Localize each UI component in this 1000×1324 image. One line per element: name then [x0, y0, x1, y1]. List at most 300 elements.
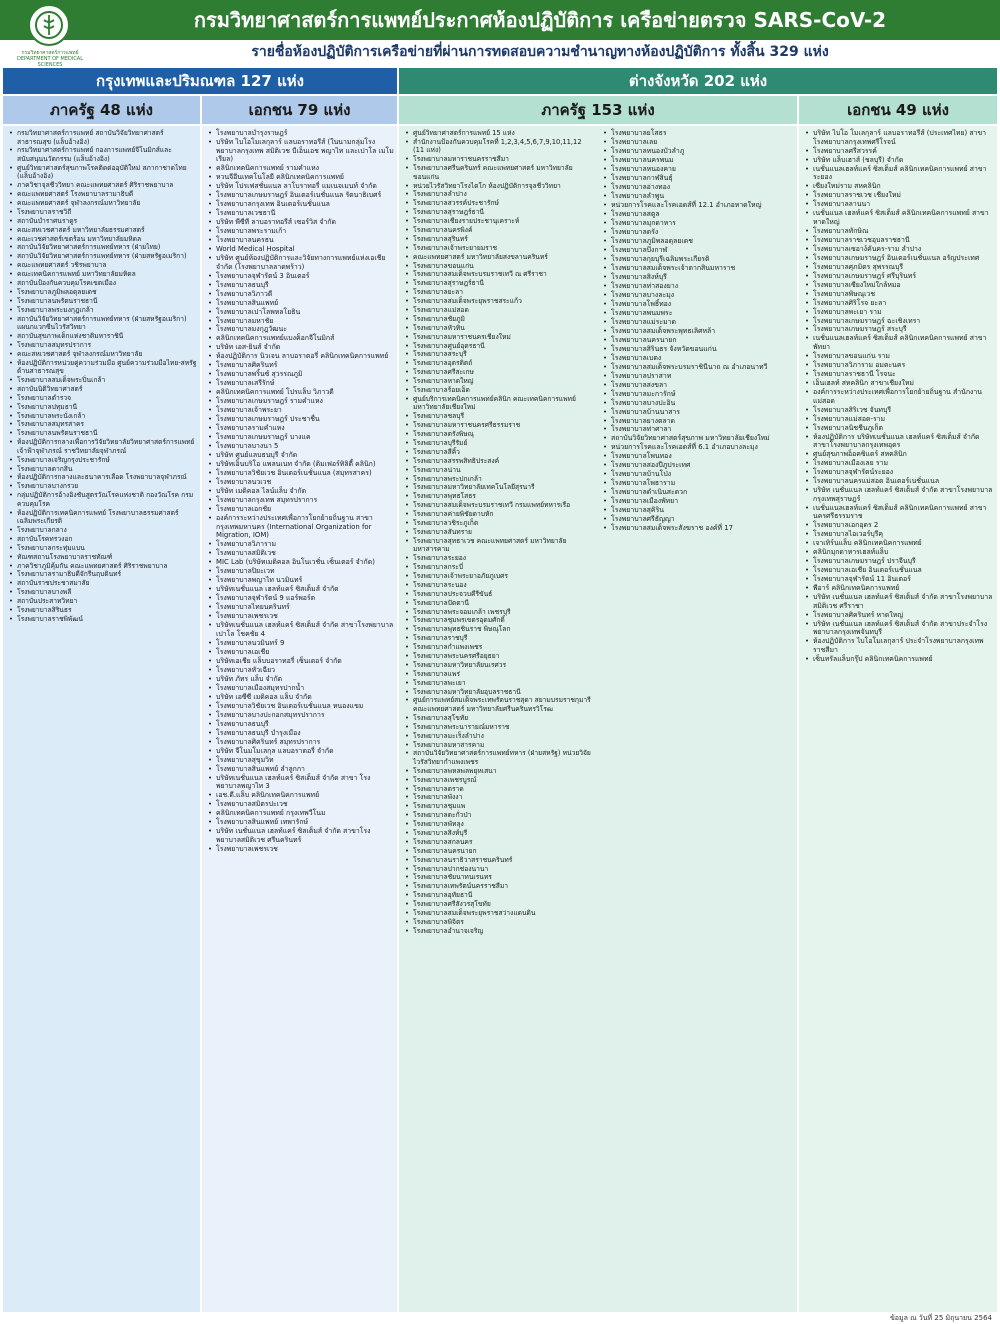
lab-list-item: • โรงพยาบาลเกษมราษฎร์ อินเตอร์เนชั่นแนล อรัญประเทศ [805, 254, 994, 263]
lab-list-item: • บริษัท โปรเฟสชั่นแนล ลาโบราทอรี่ แมเนจเมนท์ จำกัด [208, 182, 394, 191]
lab-list-item: • ภาควิชาภูมิคุ้มกัน คณะแพทยศาสตร์ ศิริราชพยาบาล [9, 562, 197, 571]
section-bkk-private: เอกชน 79 แห่ง [202, 96, 397, 124]
lab-list-item: • โรงพยาบาลมหาราชนครศรีธรรมราช [405, 421, 594, 430]
lab-list-item: • โรงพยาบาลศรีสังวรสุโขทัย [405, 900, 594, 909]
lab-list-item: • โรงพยาบาลวชิระภูเก็ต [405, 519, 594, 528]
lab-list-item: • โรงพยาบาลพนมพระ [603, 309, 794, 318]
lab-list-item: • บริษัทเนชั่นแนล เฮลท์แคร์ ซิสเต็มส์ จำกัด [208, 585, 394, 594]
lab-list-item: • เซ็นทรัลแล็บกรุ๊ป คลินิกเทคนิคการแพทย์ [805, 655, 994, 664]
lab-list-item: • กรมวิทยาศาสตร์การแพทย์ สถาบันวิจัยวิทยาศาสตร์สาธารณสุข (แล็บอ้างอิง) [9, 129, 197, 146]
lab-list-item: • โรงพยาบาลกระทุ่มแบน [9, 544, 197, 553]
lab-list-item: • คณะสหเวชศาสตร์ จุฬาลงกรณ์มหาวิทยาลัย [9, 350, 197, 359]
lab-list-item: • โรงพยาบาลแม่ระมาด [603, 318, 794, 327]
lab-list-item: • โรงพยาบาลศุภมิตร สุพรรณบุรี [805, 263, 994, 272]
lab-list-item: • โรงพยาบาลสมเด็จพระเจ้าตากสินมหาราช [603, 264, 794, 273]
lab-list-item: • โรงพยาบาลเวชธานี [208, 209, 394, 218]
lab-list-item: • บริษัทเอเชีย แล็บบอราทอรี่ เซ็นเตอร์ จำกัด [208, 657, 394, 666]
lab-list-item: • โรงพยาบาลปากช่องนานา [405, 865, 594, 874]
lab-list-item: • โรงพยาบาลเมืองสมุทรปากน้ำ [208, 684, 394, 693]
lab-list-item: • เจาเทิร์นแล็บ คลินิกเทคนิคการแพทย์ [805, 539, 994, 548]
lab-list-item: • สถาบันบำราศนราดูร [9, 217, 197, 226]
lab-list-item: • โรงพยาบาลอุตรดิตถ์ [405, 359, 594, 368]
lab-list-item: • โรงพยาบาลสงขลา [603, 381, 794, 390]
lab-list-item: • สถาบันประสาทวิทยา [9, 597, 197, 606]
lab-list-item: • โรงพยาบาลพิจิตร [405, 918, 594, 927]
lab-list-item: • โรงพยาบาลโพธิ์ทอง [603, 300, 794, 309]
lab-list-item: • โรงพยาบาลเพชรเวช [208, 845, 394, 854]
lab-list-item: • โรงพยาบาลหาดใหญ่ [405, 377, 594, 386]
lab-list-item: • กลุ่มปฏิบัติการอ้างอิงชันสูตรวัณโรคแห่งชาติ กองวัณโรค กรมควบคุมโรค [9, 491, 197, 508]
lab-list-item: • โรงพยาบาลชุมพรเขตรอุดมศักดิ์ [405, 616, 594, 625]
lab-list-item: • เอช.ดี.แล็บ คลินิกเทคนิคการแพทย์ [208, 791, 394, 800]
lab-list-item: • โรงพยาบาลสมิติเวช [208, 549, 394, 558]
lab-list-item: • โรงพยาบาลสิงห์บุรี [405, 829, 594, 838]
lab-list-item: • โรงพยาบาลบ้านนาสาร [603, 408, 794, 417]
lab-list-item: • โรงพยาบาลราชบุรี [405, 634, 594, 643]
lab-list-item: • คณะเทคนิคการแพทย์ มหาวิทยาลัยมหิดล [9, 270, 197, 279]
lab-list-item: • เซียงใหม่ราม สหคลินิก [805, 182, 994, 191]
lab-list-item: • โรงพยาบาลพระนารายณ์มหาราช [405, 723, 594, 732]
lab-list-item: • โรงพยาบาลจุฬารัตน์ 9 แอร์พอร์ต [208, 594, 394, 603]
lab-list-item: • บริษัท เมดิคอล ไลน์แล็บ จำกัด [208, 487, 394, 496]
prov-private-column [799, 126, 997, 1312]
lab-list-item: • โรงพยาบาลบางกรวย [9, 482, 197, 491]
lab-list-item: • โรงพยาบาลมะการักษ์ [603, 390, 794, 399]
lab-list-item: • โรงพยาบาลตำรวจ [9, 394, 197, 403]
lab-list-item: • สถาบันนิติวิทยาศาสตร์ [9, 385, 197, 394]
lab-list-item: • โรงพยาบาลนครแม่สอด อินเตอร์เนชั่นแนล [805, 477, 994, 486]
lab-list-item: • โรงพยาบาลอุทัยธานี [405, 891, 594, 900]
lab-list-item: • โรงพยาบาลสิงห์บุรี [603, 273, 794, 282]
lab-list-item: • โรงพยาบาลลำพูน [603, 192, 794, 201]
lab-list-item: • โรงพยาบาลนพรัตนราชธานี [9, 297, 197, 306]
section-bkk-public: ภาครัฐ 48 แห่ง [3, 96, 200, 124]
lab-list-item: • บริษัท เอส-ยินส์ จำกัด [208, 343, 394, 352]
lab-list-item: • คณะแพทยศาสตร์ จุฬาลงกรณ์มหาวิทยาลัย [9, 199, 197, 208]
lab-list-item: • โรงพยาบาลเจ้าพระยา [208, 406, 394, 415]
lab-list-item: • บริษัท ไบโอโมเลกุลาร์ แลบอราทอรีส์ (ในนามกลุ่มโรงพยาบาลกรุงเทพ สมิติเวช บีเอ็นเอช พญาไท และเปาโล เมโมเรียล) [208, 138, 394, 164]
lab-list-item: • สถาบันสุขภาพเด็กแห่งชาติมหาราชินี [9, 332, 197, 341]
lab-list-item: • บริษัท ภัทร แล็บ จำกัด [208, 675, 394, 684]
lab-list-item: • โรงพยาบาลราชวิถี [9, 208, 197, 217]
lab-list-item: • ห้องปฏิบัติการหน่วยคู่ความร่วมมือ ศูนย์ความร่วมมือไทย-สหรัฐ ด้านสาธารณสุข [9, 359, 197, 376]
lab-list-item: • หน่วยการโรคและโรคเอดส์ที่ 6.1 อำเภอบางละมุง [603, 443, 794, 452]
lab-list-item: • โรงพยาบาลมะเร็งลำปาง [405, 732, 594, 741]
lab-list-item: • โรงพยาบาลสมเด็จพระปิ่นเกล้า [9, 376, 197, 385]
section-prov-private: เอกชน 49 แห่ง [799, 96, 997, 124]
lab-list-item: • โรงพยาบาลเกษมราษฎร์ บางแค [208, 433, 394, 442]
bkk-public-column [3, 126, 200, 1312]
lab-list-item: • โรงพยาบาลธนบุรี บำรุงเมือง [208, 729, 394, 738]
lab-list-item: • คลินิกเทคนิคการแพทย์ รามคำแหง [208, 164, 394, 173]
lab-list-item: • โรงพยาบาลยะลา [405, 288, 594, 297]
lab-list-item: • โรงพยาบาลเพชรเวช [208, 612, 394, 621]
lab-list-item: • โรงพยาบาลสินแพทย์ ลำลูกกา [208, 765, 394, 774]
header-bar [0, 0, 1000, 40]
lab-list-item: • โรงพยาบาลระนอง [405, 581, 594, 590]
lab-list-item: • โรงพยาบาลพระปกเกล้า [405, 475, 594, 484]
lab-list-item: • โรงพยาบาลน่าน [405, 466, 594, 475]
lab-list-item: • บริษัทเอ็นบริโอ แพลนเนท จำกัด (ดิมเฟอร์ทิลิตี้ คลินิก) [208, 460, 394, 469]
lab-list-item: • โรงพยาบาลเกษมราษฎร์ ศรีบุรินทร์ [805, 272, 994, 281]
lab-list-item: • โรงพยาบาลมหาราชนครเชียงใหม่ [405, 333, 594, 342]
lab-list-item: • โรงพยาบาลดำเนินสะดวก [603, 488, 794, 497]
page-title: กรมวิทยาศาสตร์การแพทย์ประกาศห้องปฏิบัติการ เครือข่ายตรวจ SARS-CoV-2 [193, 8, 887, 32]
lab-list-item: • โรงพยาบาลเจริญกรุงประชารักษ์ [9, 456, 197, 465]
lab-list-item: • ทัณฑสถานโรงพยาบาลราชทัณฑ์ [9, 553, 197, 562]
lab-list-item: • โรงพยาบาลหัวหิน [405, 324, 594, 333]
lab-list-item: • โรงพยาบาลสมเด็จพระสังฆราช องค์ที่ 17 [603, 524, 794, 533]
lab-list-item: • โรงพยาบาลศรีสวรรค์ [805, 147, 994, 156]
lab-list-item: • โรงพยาบาลพระมงกุฎเกล้า [9, 306, 197, 315]
lab-list-item: • โรงพยาบาลประจวบคีรีขันธ์ [405, 590, 594, 599]
page-subtitle: รายชื่อห้องปฏิบัติการเครือข่ายที่ผ่านการทดสอบความชำนาญทางห้องปฏิบัติการ ทั้งสิ้น 329 แห่ง [251, 44, 829, 60]
lab-list-item: • โรงพยาบาลไทยนครินทร์ [208, 603, 394, 612]
lab-list-item: • โรงพยาบาลสิรินธร จังหวัดขอนแก่น [603, 345, 794, 354]
lab-list-item: • เนชั่นแนลเฮลท์แคร์ ซิสเต็มส์ คลินิกเทคนิคการแพทย์ สาขานครศรีธรรมราช [805, 504, 994, 521]
lab-list-item: • โรงพยาบาลภูมิพลอดุลยเดช [603, 237, 794, 246]
lab-list-item: • โรงพยาบาลสวรรค์ประชารักษ์ [405, 199, 594, 208]
lab-list-item: • โรงพยาบาลสุทธาเวช คณะแพทยศาสตร์ มหาวิทยาลัยมหาสารคาม [405, 537, 594, 554]
lab-list-item: • โรงพยาบาลร้อยเอ็ด [405, 386, 594, 395]
lab-list-item: • โรงพยาบาลเกษมราษฎร์ ปราจีนบุรี [805, 557, 994, 566]
lab-list-item: • โรงพยาบาลทักษิณ [805, 227, 994, 236]
lab-list-item: • โรงพยาบาลสุโขทัย [405, 714, 594, 723]
lab-list-item: • ห้องปฏิบัติการ นิวเจน ลาบอราตอรี่ คลินิกเทคนิคการแพทย์ [208, 352, 394, 361]
lab-list-item: • โรงพยาบาลนิชชีนภูเก็ต [805, 424, 994, 433]
lab-list-item: • เนชั่นแนลเฮลท์แคร์ ซิสเต็มส์ คลินิกเทคนิคการแพทย์ สาขาพัทยา [805, 334, 994, 351]
lab-list-item: • โรงพยาบาลตากสิน [9, 465, 197, 474]
lab-list-item: • สถาบันวิจัยวิทยาศาสตร์การแพทย์ทหาร (ฝ่ายสหรัฐอเมริกา) แผนกแวกซีนไวรัสวิทยา [9, 315, 197, 332]
lab-list-item: • โรงพยาบาลแม่สอด [405, 306, 594, 315]
lab-list-item: • โรงพยาบาลเพชรบูรณ์ [405, 776, 594, 785]
lab-list-item: • โรงพยาบาลสันทราย [405, 528, 594, 537]
lab-list-item: • โรงพยาบาลสีคิ้ว [405, 448, 594, 457]
lab-list-item: • บริษัทเนชั่นแนล เฮลท์แคร์ ซิสเต็มส์ จำกัด สาขา โรงพยาบาลพญาไท 3 [208, 774, 394, 791]
lab-list-item: • โรงพยาบาลยโสธร [603, 129, 794, 138]
lab-list-item: • โรงพยาบาลเบตง [603, 354, 794, 363]
dms-logo [28, 4, 70, 46]
lab-list-item: • โรงพยาบาลราชเวช เชียงใหม่ [805, 191, 994, 200]
lab-list-item: • โรงพยาบาลพัทลุง [405, 820, 594, 829]
lab-list-item: • โรงพยาบาลสมเด็จพระยุพราชสระแก้ว [405, 297, 594, 306]
lab-list-item: • โรงพยาบาลบางปะอิน [603, 399, 794, 408]
lab-list-item: • โรงพยาบาลศิริโรจ ยะลา [805, 299, 994, 308]
lab-list-item: • โรงพยาบาลเอกอุดร 2 [805, 521, 994, 530]
lab-list-item: • บริษัทเนชั่นแนล เฮลท์แคร์ ซิสเต็มส์ จำกัด สาขาโรงพยาบาลเปาโล โชคชัย 4 [208, 621, 394, 638]
lab-list-item: • โรงพยาบาลมหาวิทยาลัยนเรศวร [405, 661, 594, 670]
lab-list-item: • สถาบันวิจัยวิทยาศาสตร์การแพทย์ทหาร (ฝ่ายสหรัฐ) หน่วยวิจัยไวรัสวิทยากำแพงเพชร [405, 749, 594, 766]
lab-list-item: • โรงพยาบาลนครนายก [405, 847, 594, 856]
lab-list-item: • คณะสหเวชศาสตร์ มหาวิทยาลัยธรรมศาสตร์ [9, 226, 197, 235]
lab-list-item: • โรงพยาบาลชุมแพ [405, 802, 594, 811]
prov-public-column-right [597, 126, 797, 1312]
lab-list-item: • เนชั่นแนล เฮลท์แคร์ ซิสเต็มส์ คลินิกเทคนิคการแพทย์ สาขาหาดใหญ่ [805, 209, 994, 226]
lab-list-item: • โรงพยาบาลมงกุฎวัฒนะ [208, 325, 394, 334]
lab-list-item: • โรงพยาบาลเชียงรายประชานุเคราะห์ [405, 217, 594, 226]
lab-list-item: • โรงพยาบาลลำปาง [405, 190, 594, 199]
lab-list-item: • โรงพยาบาลพหลพลพยุหเสนา [405, 767, 594, 776]
lab-list-item: • โรงพยาบาลธนบุรี [208, 281, 394, 290]
lab-list-item: • โรงพยาบาลสุราษฎร์ธานี [405, 208, 594, 217]
lab-list-item: • โรงพยาบาลสุคิริน [603, 506, 794, 515]
lab-list-item: • โรงพยาบาลพระจอมเกล้า เพชรบุรี [405, 608, 594, 617]
section-prov-public: ภาครัฐ 153 แห่ง [399, 96, 797, 124]
lab-list-item: • โรงพยาบาลสุราษฎร์ธานี [405, 279, 594, 288]
lab-list-item: • โรงพยาบาลปัตตานี [405, 599, 594, 608]
lab-list-item: • โรงพยาบาลตะกั่วป่า [405, 811, 594, 820]
lab-list-item: • โรงพยาบาลสมเด็จพระบรมราชเทวี กรมแพทย์ทหารเรือ [405, 501, 594, 510]
lab-list-item: • โรงพยาบาลศรีธัญญา [603, 515, 794, 524]
data-date-note: ข้อมูล ณ วันที่ 25 มิถุนายน 2564 [889, 1314, 992, 1322]
lab-list-item: • หวนจีอีนเทคโนโลยี คลินิกเทคนิคการแพทย์ [208, 173, 394, 182]
lab-list-item: • โรงพยาบาลหัวเฉียว [208, 666, 394, 675]
lab-list-item: • โรงพยาบาลบ้านโป่ง [603, 470, 794, 479]
lab-list-item: • โรงพยาบาลไอเวอร์บุรีคุ [805, 530, 994, 539]
lab-list-item: • โรงพยาบาลหนองบัวลำภู [603, 147, 794, 156]
lab-list-item: • โรงพยาบาลเมืองพัทยา [603, 497, 794, 506]
lab-list-item: • สถาบันวิจัยวิทยาศาสตร์การแพทย์ทหาร (ฝ่ายสหรัฐอเมริกา) [9, 252, 197, 261]
lab-list-item: • คณะแพทยศาสตร์ มหาวิทยาลัยสงขลานครินทร์ [405, 253, 594, 262]
lab-list-item: • กรมวิทยาศาสตร์การแพทย์ กองการแพทย์จีโนมิกส์และสนับสนุนนวัตกรรม (แล็บอ้างอิง) [9, 146, 197, 163]
lab-list-item: • โรงพยาบาลรามคำแหง [208, 424, 394, 433]
lab-list-item: • ห้องปฏิบัติการกลางเพื่อการวิจัยวิทยาลัยวิทยาศาสตร์การแพทย์เจ้าฟ้าจุฬาภรณ์ ราชวิทยาลัยจุฬาภรณ์ [9, 438, 197, 455]
lab-list-item: • องค์การระหว่างประเทศเพื่อการโยกย้ายถิ่นฐาน สำนักงานแม่สอด [805, 388, 994, 405]
lab-list-item: • โรงพยาบาลพระรามเก้า [208, 227, 394, 236]
lab-list-item: • โรงพยาบาลพระนั่งเกล้า [9, 412, 197, 421]
lab-list-item: • โรงพยาบาลนราธิวาสราชนครินทร์ [405, 856, 594, 865]
lab-list-item: • โรงพยาบาลตราด [405, 785, 594, 794]
lab-list-item: • โรงพยาบาลมหาชัย [208, 317, 394, 326]
lab-list-item: • โรงพยาบาลศรีนครินทร์ คณะแพทยศาสตร์ มหาวิทยาลัยขอนแก่น [405, 164, 594, 181]
lab-list-item: • โรงพยาบาลศิครินทร์ สมุทรปราการ [208, 738, 394, 747]
lab-list-item: • โรงพยาบาลนครพิงค์ [405, 226, 594, 235]
lab-list-item: • โรงพยาบาลเอเชีย [208, 648, 394, 657]
lab-list-item: • ห้องปฏิบัติการ ไบโอโมเลกุลาร์ ประจำโรงพยาบาลกรุงเทพราชสีมา [805, 637, 994, 654]
lab-list-item: • โรงพยาบาลวิภาวดี [208, 290, 394, 299]
lab-list-item: • โรงพยาบาลโพธาราม [603, 479, 794, 488]
lab-list-item: • ห้องปฏิบัติการ บริษัทเนชั่นแนล เฮลท์แคร์ ซิสเต็มส์ จำกัด สาขาโรงพยาบาลกรุงเทพอุดร [805, 433, 994, 450]
lab-list-item: • โรงพยาบาลชัยภูมิ [405, 315, 594, 324]
lab-list-item: • โรงพยาบาลวิชัยเวช อินเตอร์เนชั่นแนล หนองแขม [208, 702, 394, 711]
lab-list-item: • โรงพยาบาลกำแพงเพชร [405, 643, 594, 652]
lab-list-item: • โรงพยาบาลนพรัตนราชธานี [9, 429, 197, 438]
lab-list-item: • โรงพยาบาลกลาง [9, 526, 197, 535]
lab-list-item: • โรงพยาบาลแม่สอด-ราม [805, 415, 994, 424]
lab-list-item: • คลินิกมุกดาหารเฮลท์แล็บ [805, 548, 994, 557]
lab-list-item: • คณะแพทยศาสตร์ โรงพยาบาลรามาธิบดี [9, 190, 197, 199]
lab-list-item: • โรงพยาบาลนวมินทร์ 9 [208, 639, 394, 648]
lab-list-item: • สถาบันวิจัยวิทยาศาสตร์สุขภาพ มหาวิทยาลัยเชียงใหม่ [603, 434, 794, 443]
lab-list-item: • โรงพยาบาลลานนา [805, 200, 994, 209]
lab-list-item: • โรงพยาบาลเปาโลพหลโยธิน [208, 308, 394, 317]
lab-list-item: • โรงพยาบาลอ่างทอง [603, 183, 794, 192]
lab-list-item: • โรงพยาบาลจุฬารัตน์ 3 อินเตอร์ [208, 272, 394, 281]
lab-list-item: • โรงพยาบาลราชพิพัฒน์ [9, 615, 197, 624]
logo-caption: กรมวิทยาศาสตร์การแพทย์ DEPARTMENT OF MEDICAL SCIENCES [16, 50, 84, 68]
lab-list-item: • โรงพยาบาลราชเวชอุบลราชธานี [805, 236, 994, 245]
lab-list-item: • โรงพยาบาลศิครินทร์ [208, 361, 394, 370]
lab-list-item: • โรงพยาบาลพะเยา ราม [805, 308, 994, 317]
lab-list-item: • โรงพยาบาลเกษมราษฎร์ ฉะเชิงเทรา [805, 317, 994, 326]
lab-list-item: • สถาบันป้องกันควบคุมโรคเขตเมือง [9, 279, 197, 288]
lab-list-item: • โรงพยาบาลท่าสองยาง [603, 282, 794, 291]
lab-list-item: • คณะเวชศาสตร์เขตร้อน มหาวิทยาลัยมหิดล [9, 235, 197, 244]
lab-list-item: • โรงพยาบาลบางปะกอกสมุทรปราการ [208, 711, 394, 720]
lab-list-item: • สำนักงานป้องกันควบคุมโรคที่ 1,2,3,4,5,6,7,9,10,11,12 (11 แห่ง) [405, 138, 594, 155]
lab-list-item: • บริษัท แล็บเฮาส์ (ชลบุรี) จำกัด [805, 156, 994, 165]
lab-list-item: • โรงพยาบาลโพนทอง [603, 452, 794, 461]
lab-list-item: • โรงพยาบาลเทพรัตน์นครราชสีมา [405, 882, 594, 891]
lab-list-item: • ศูนย์วิทยาศาสตร์สุขภาพโรคติดต่ออุบัติใหม่ สภากาชาดไทย (แล็บอ้างอิง) [9, 164, 197, 181]
lab-list-item: • โรงพยาบาลมหาราชนครราชสีมา [405, 155, 594, 164]
lab-list-item: • โรงพยาบาลกระบี่ [405, 563, 594, 572]
lab-list-item: • โรงพยาบาลสมเด็จพระบรมราชินีนาถ ณ อำเภอนาทวี [603, 363, 794, 372]
lab-list-item: • โรงพยาบาลอำนาจเจริญ [405, 927, 594, 936]
lab-list-item: • บริษัท เนชั่นแนล เฮลท์แคร์ ซิสเต็มส์ จำกัด สาขาประจำโรงพยาบาลกรุงเทพจันทบุรี [805, 620, 994, 637]
lab-list-item: • โรงพยาบาลชัยนาทนเรนทร [405, 873, 594, 882]
lab-list-item: • บริษัท จีโนมโมเลกุล แลบอราตอรี่ จำกัด [208, 747, 394, 756]
lab-list-item: • โรงพยาบาลเจ้าพระยายมราช [405, 244, 594, 253]
lab-list-item: • โรงพยาบาลบางละมุง [603, 291, 794, 300]
lab-list-item: • โรงพยาบาลเกษมราษฎร์ ประชาชื่น [208, 415, 394, 424]
lab-list-item: • โรงพยาบาลปทุมธานี [9, 403, 197, 412]
lab-list-item: • โรงพยาบาลนครธน [208, 236, 394, 245]
lab-list-item: • ห้องปฏิบัติการเทคนิคการแพทย์ โรงพยาบาลธรรมศาสตร์เฉลิมพระเกียรติ [9, 509, 197, 526]
lab-list-item: • โรงพยาบาลพังงา [405, 793, 594, 802]
lab-list-item: • โรงพยาบาลพระนครศรีอยุธยา [405, 652, 594, 661]
lab-list-item: • บริษัท ศูนย์ห้องปฏิบัติการและวิจัยทางการแพทย์แห่งเอเชีย จำกัด (โรงพยาบาลลาดพร้าว) [208, 254, 394, 271]
lab-list-item: • โรงพยาบาลท่าศาลา [603, 425, 794, 434]
lab-list-item: • โรงพยาบาลนครพนม [603, 156, 794, 165]
lab-list-item: • พีอาร์ คลินิกเทคนิคการแพทย์ [805, 584, 994, 593]
lab-list-item: • โรงพยาบาลรามาธิบดีจักรีนฤบดินทร์ [9, 570, 197, 579]
lab-list-item: • คณะแพทยศาสตร์ วชิรพยาบาล [9, 261, 197, 270]
lab-list-item: • โรงพยาบาลสุขุมวิท [208, 756, 394, 765]
lab-list-item: • ศูนย์บริการเทคนิคการแพทย์คลินิก คณะเทคนิคการแพทย์ มหาวิทยาลัยเชียงใหม่ [405, 395, 594, 412]
lab-list-item: • โรงพยาบาลกรุงเทพ สมุทรปราการ [208, 496, 394, 505]
logo-emblem-icon [34, 10, 64, 40]
lab-list-item: • โรงพยาบาลสุรินทร์ [405, 235, 594, 244]
lab-list-item: • โรงพยาบาลสิรินธร [9, 606, 197, 615]
lab-list-item: • บริษัท ศูนย์แลบธนบุรี จำกัด [208, 451, 394, 460]
lab-list-item: • โรงพยาบาลสระบุรี [405, 350, 594, 359]
lab-list-item: • โรงพยาบาลชลบุรี [405, 412, 594, 421]
lab-list-item: • โรงพยาบาลปิยะเวท [208, 567, 394, 576]
lab-list-item: • โรงพยาบาลพิษณุเวช [805, 290, 994, 299]
lab-list-item: • โรงพยาบาลภูมิพลอดุลยเดช [9, 288, 197, 297]
lab-list-item: • โรงพยาบาลพุทธชินราช พิษณุโลก [405, 625, 594, 634]
lab-list-item: • บริษัท เนชั่นแนล เฮลท์แคร์ ซิสเต็มส์ จำกัด สาขาโรงพยาบาลสมิติเวช ศรีนครินทร์ [208, 827, 394, 844]
lab-list-item: • เนชั่นแนลเฮลท์แคร์ ซิสเต็มส์ คลินิกเทคนิคการแพทย์ สาขาระยอง [805, 165, 994, 182]
lab-list-item: • โรงพยาบาลมหาวิทยาลัยเทคโนโลยีสุรนารี [405, 483, 594, 492]
lab-list-item: • โรงพยาบาลสรรพสิทธิประสงค์ [405, 457, 594, 466]
lab-list-item: • โรงพยาบาลระยอง [405, 554, 594, 563]
lab-list-item: • โรงพยาบาลค่ายพิชัยดาบหัก [405, 510, 594, 519]
lab-list-item: • โรงพยาบาลบางพลี [9, 588, 197, 597]
lab-list-item: • ศูนย์การแพทย์สมเด็จพระเทพรัตนราชสุดา สยามบรมราชกุมารี คณะแพทยศาสตร์ มหาวิทยาลัยศรีนครินทรวิโรฒ [405, 696, 594, 713]
lab-list-item: • โรงพยาบาลสมิตรปะเวช [208, 800, 394, 809]
lab-list-item: • โรงพยาบาลเกษมราษฎร์ อินเตอร์เนชั่นแนล รัตนาธิเบศร์ [208, 191, 394, 200]
lab-list-item: • ภาควิชาจุลชีววิทยา คณะแพทยศาสตร์ ศิริราชพยาบาล [9, 181, 197, 190]
lab-list-item: • โรงพยาบาลพะเยา [405, 679, 594, 688]
lab-list-item: • โรงพยาบาลสมุทรสาคร [9, 420, 197, 429]
lab-list-item: • โรงพยาบาลสมุทรปราการ [9, 341, 197, 350]
lab-list-item: • โรงพยาบาลสิริเวช จันทบุรี [805, 406, 994, 415]
lab-list-item: • โรงพยาบาลเอเชีย อินเตอร์เนชั่นแนล [805, 566, 994, 575]
region-bangkok-header: กรุงเทพและปริมณฑล 127 แห่ง [3, 68, 397, 94]
lab-list-item: • โรงพยาบาลวิภาราม อมตะนคร [805, 361, 994, 370]
lab-list-item: • โรงพยาบาลยางตลาด [603, 417, 794, 426]
lab-list-item: • โรงพยาบาลนวเวช [208, 478, 394, 487]
lab-list-item: • โรงพยาบาลวิภาราม [208, 540, 394, 549]
lab-list-item: • โรงพยาบาลเสรีรักษ์ [208, 379, 394, 388]
lab-list-item: • โรงพยาบาลบางนา 5 [208, 442, 394, 451]
lab-list-item: • โรงพยาบาลสมเด็จพระพุทธเลิศหล้า [603, 327, 794, 336]
lab-list-item: • ห้องปฏิบัติการกลางและธนาคารเลือด โรงพยาบาลจุฬาภรณ์ [9, 473, 197, 482]
lab-list-item: • บริษัท ไบโอ โมเลกุลาร์ แลบอราทอรีส์ (ประเทศไทย) สาขาโรงพยาบาลกรุงเทพศรีโรจน์ [805, 129, 994, 146]
lab-list-item: • โรงพยาบาลเซอาง์คันคร-ราม ลำปาง [805, 245, 994, 254]
lab-list-item: • โรงพยาบาลหนองคาย [603, 165, 794, 174]
lab-list-item: • MIC Lab (บริษัทเมดิคอล อินโนเวชั่น เซ็นเตอร์ จำกัด) [208, 558, 394, 567]
lab-list-item: • โรงพยาบาลศิครินทร์ หาดใหญ่ [805, 611, 994, 620]
lab-list-item: • สถาบันโรคทรวงอก [9, 535, 197, 544]
lab-list-item: • โรงพยาบาลกรุงเทพ อินเตอร์เนชั่นแนล [208, 200, 394, 209]
lab-list-item: • โรงพยาบาลตรังพิษณุ [405, 430, 594, 439]
lab-list-item: • โรงพยาบาลขอนแก่น ราม [805, 352, 994, 361]
lab-list-item: • เอ็นเฮลท์ สหคลินิก สาขาเชียงใหม่ [805, 379, 994, 388]
lab-list-item: • คลินิกเทคนิคการแพทย์แบงค็อกจีโนมิกส์ [208, 334, 394, 343]
region-provinces-header: ต่างจังหวัด 202 แห่ง [399, 68, 997, 94]
lab-list-item: • โรงพยาบาลเซียงใหม่ใกล้หมอ [805, 281, 994, 290]
lab-list-item: • หน่วยไวรัสวิทยาโรงไตโก ห้องปฏิบัติการจุลชีววิทยา [405, 182, 594, 191]
lab-list-item: • โรงพยาบาลเมืองเลย ราม [805, 459, 994, 468]
lab-list-item: • โรงพยาบาลมหาวิทยาลัยอุบลราชธานี [405, 688, 594, 697]
lab-list-item: • โรงพยาบาลบุรีรัมย์ [405, 439, 594, 448]
lab-list-item: • โรงพยาบาลเกษมราษฎร์ รามคำแหง [208, 397, 394, 406]
lab-list-item: • โรงพยาบาลจุฬารัตน์ระยอง [805, 468, 994, 477]
lab-list-item: • สถาบันวิจัยวิทยาศาสตร์การแพทย์ทหาร (ฝ่ายไทย) [9, 243, 197, 252]
lab-list-item: • โรงพยาบาลวิชัยเวช อินเตอร์เนชั่นแนล (สมุทรสาคร) [208, 469, 394, 478]
lab-list-item: • โรงพยาบาลแพร่ [405, 670, 594, 679]
lab-list-item: • โรงพยาบาลเลย [603, 138, 794, 147]
bkk-private-column [202, 126, 397, 1312]
lab-list-item: • โรงพยาบาลเกษมราษฎร์ สระบุรี [805, 325, 994, 334]
lab-list-item: • โรงพยาบาลเอกชัย [208, 505, 394, 514]
lab-list-item: • ศูนย์สุขภาพอ็อคซิแดร์ สหคลินิก [805, 450, 994, 459]
lab-list-item: • ศูนย์วิทยาศาสตร์การแพทย์ 15 แห่ง [405, 129, 594, 138]
lab-list-item: • โรงพยาบาลบำรุงราษฎร์ [208, 129, 394, 138]
lab-list-item: • โรงพยาบาลเจ้าพระยาอภัยภูเบศร [405, 572, 594, 581]
lab-list-item: • บริษัท พีซีที ลาบอราทอรีส์ เซอร์วิส จำกัด [208, 218, 394, 227]
lab-list-item: • บริษัท เนชั่นแนล เฮลท์แคร์ ซิสเต็มส์ จำกัด สาขาโรงพยาบาลสมิติเวช ศรีราชา [805, 593, 994, 610]
lab-list-item: • โรงพยาบาลราชธานี โรจนะ [805, 370, 994, 379]
lab-list-item: • โรงพยาบาลพริ้นซ์ สุวรรณภูมิ [208, 370, 394, 379]
lab-list-item: • สถาบันราชประชาสมาสัย [9, 579, 197, 588]
lab-list-item: • โรงพยาบาลกาฬสินธุ์ [603, 174, 794, 183]
lab-list-item: • โรงพยาบาลสมเด็จพระยุพราชสว่างแดนดิน [405, 909, 594, 918]
lab-list-item: • โรงพยาบาลสองปีภูประเทศ [603, 461, 794, 470]
lab-list-item: • โรงพยาบาลสินแพทย์ [208, 299, 394, 308]
lab-list-item: • โรงพยาบาลพญาไท นวมินทร์ [208, 576, 394, 585]
prov-public-column-left [399, 126, 597, 1312]
lab-list-item: • โรงพยาบาลธนบุรี [208, 720, 394, 729]
lab-list-item: • โรงพยาบาลศรีสะเกษ [405, 368, 594, 377]
lab-list-item: • โรงพยาบาลศูนย์อุดรธานี [405, 342, 594, 351]
lab-list-item: • คลินิกเทคนิคการแพทย์ กรุงเทพวีโนม [208, 809, 394, 818]
lab-list-item: • บริษัท เอซีซี เมดิคอล แล็บ จำกัด [208, 693, 394, 702]
lab-list-item: • โรงพยาบาลสตูล [603, 210, 794, 219]
